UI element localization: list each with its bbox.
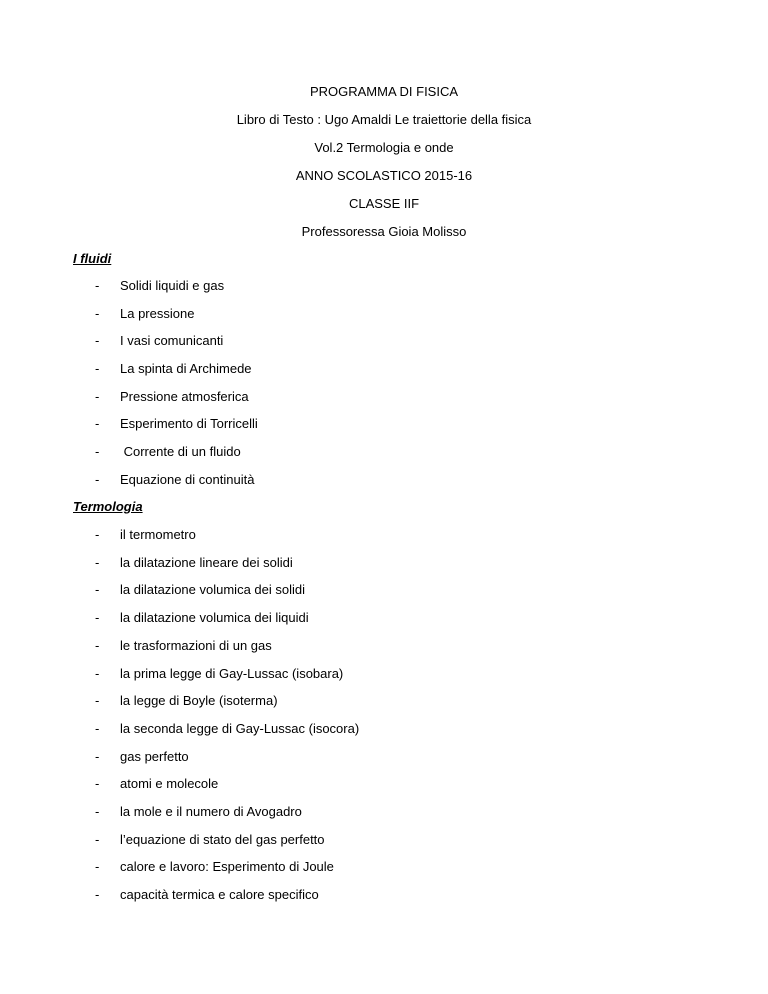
list-item-text: Esperimento di Torricelli <box>120 416 258 431</box>
list-item-text: l’equazione di stato del gas perfetto <box>120 832 325 847</box>
list-item-text: La spinta di Archimede <box>120 361 252 376</box>
list-item-text: la dilatazione lineare dei solidi <box>120 555 293 570</box>
list-item-text: la dilatazione volumica dei solidi <box>120 582 305 597</box>
bullet-dash: - <box>95 721 100 736</box>
list-item-text: la seconda legge di Gay-Lussac (isocora) <box>120 721 360 736</box>
list-item-text: calore e lavoro: Esperimento di Joule <box>120 859 334 874</box>
bullet-dash: - <box>95 804 100 819</box>
list-item-text: atomi e molecole <box>120 776 219 791</box>
bullet-dash: - <box>95 555 100 570</box>
bullet-dash: - <box>95 666 100 681</box>
volume-line: Vol.2 Termologia e onde <box>314 140 454 155</box>
list-item-text: La pressione <box>120 306 195 321</box>
bullet-dash: - <box>95 776 100 791</box>
teacher-line: Professoressa Gioia Molisso <box>301 224 467 239</box>
bullet-dash: - <box>95 278 100 293</box>
bullet-dash: - <box>95 472 100 487</box>
section-title-fluidi: I fluidi <box>73 251 112 266</box>
list-item-text: la legge di Boyle (isoterma) <box>120 693 278 708</box>
bullet-dash: - <box>95 416 100 431</box>
bullet-dash: - <box>95 389 100 404</box>
list-item-text: Equazione di continuità <box>120 472 255 487</box>
bullet-dash: - <box>95 444 100 459</box>
bullet-dash: - <box>95 638 100 653</box>
bullet-dash: - <box>95 693 100 708</box>
section-title-termologia: Termologia <box>73 499 143 514</box>
bullet-dash: - <box>95 887 100 902</box>
bullet-dash: - <box>95 361 100 376</box>
school-year-line: ANNO SCOLASTICO 2015-16 <box>295 168 473 183</box>
class-line: CLASSE IIF <box>348 196 420 211</box>
list-item-text: capacità termica e calore specifico <box>120 887 319 902</box>
bullet-dash: - <box>95 610 100 625</box>
document-title: PROGRAMMA DI FISICA <box>309 84 459 99</box>
bullet-dash: - <box>95 859 100 874</box>
list-item-text: gas perfetto <box>120 749 189 764</box>
bullet-dash: - <box>95 582 100 597</box>
textbook-line: Libro di Testo : Ugo Amaldi Le traiettorie della fisica <box>236 112 532 127</box>
list-item-text: Solidi liquidi e gas <box>120 278 225 293</box>
bullet-dash: - <box>95 306 100 321</box>
bullet-dash: - <box>95 832 100 847</box>
bullet-dash: - <box>95 333 100 348</box>
bullet-dash: - <box>95 749 100 764</box>
list-item-text: Corrente di un fluido <box>120 444 241 459</box>
list-item-text: la prima legge di Gay-Lussac (isobara) <box>120 666 344 681</box>
list-item-text: la mole e il numero di Avogadro <box>120 804 302 819</box>
list-item-text: le trasformazioni di un gas <box>120 638 272 653</box>
list-item-text: I vasi comunicanti <box>120 333 224 348</box>
bullet-dash: - <box>95 527 100 542</box>
list-item-text: la dilatazione volumica dei liquidi <box>120 610 309 625</box>
list-item-text: Pressione atmosferica <box>120 389 249 404</box>
list-item-text: il termometro <box>120 527 196 542</box>
